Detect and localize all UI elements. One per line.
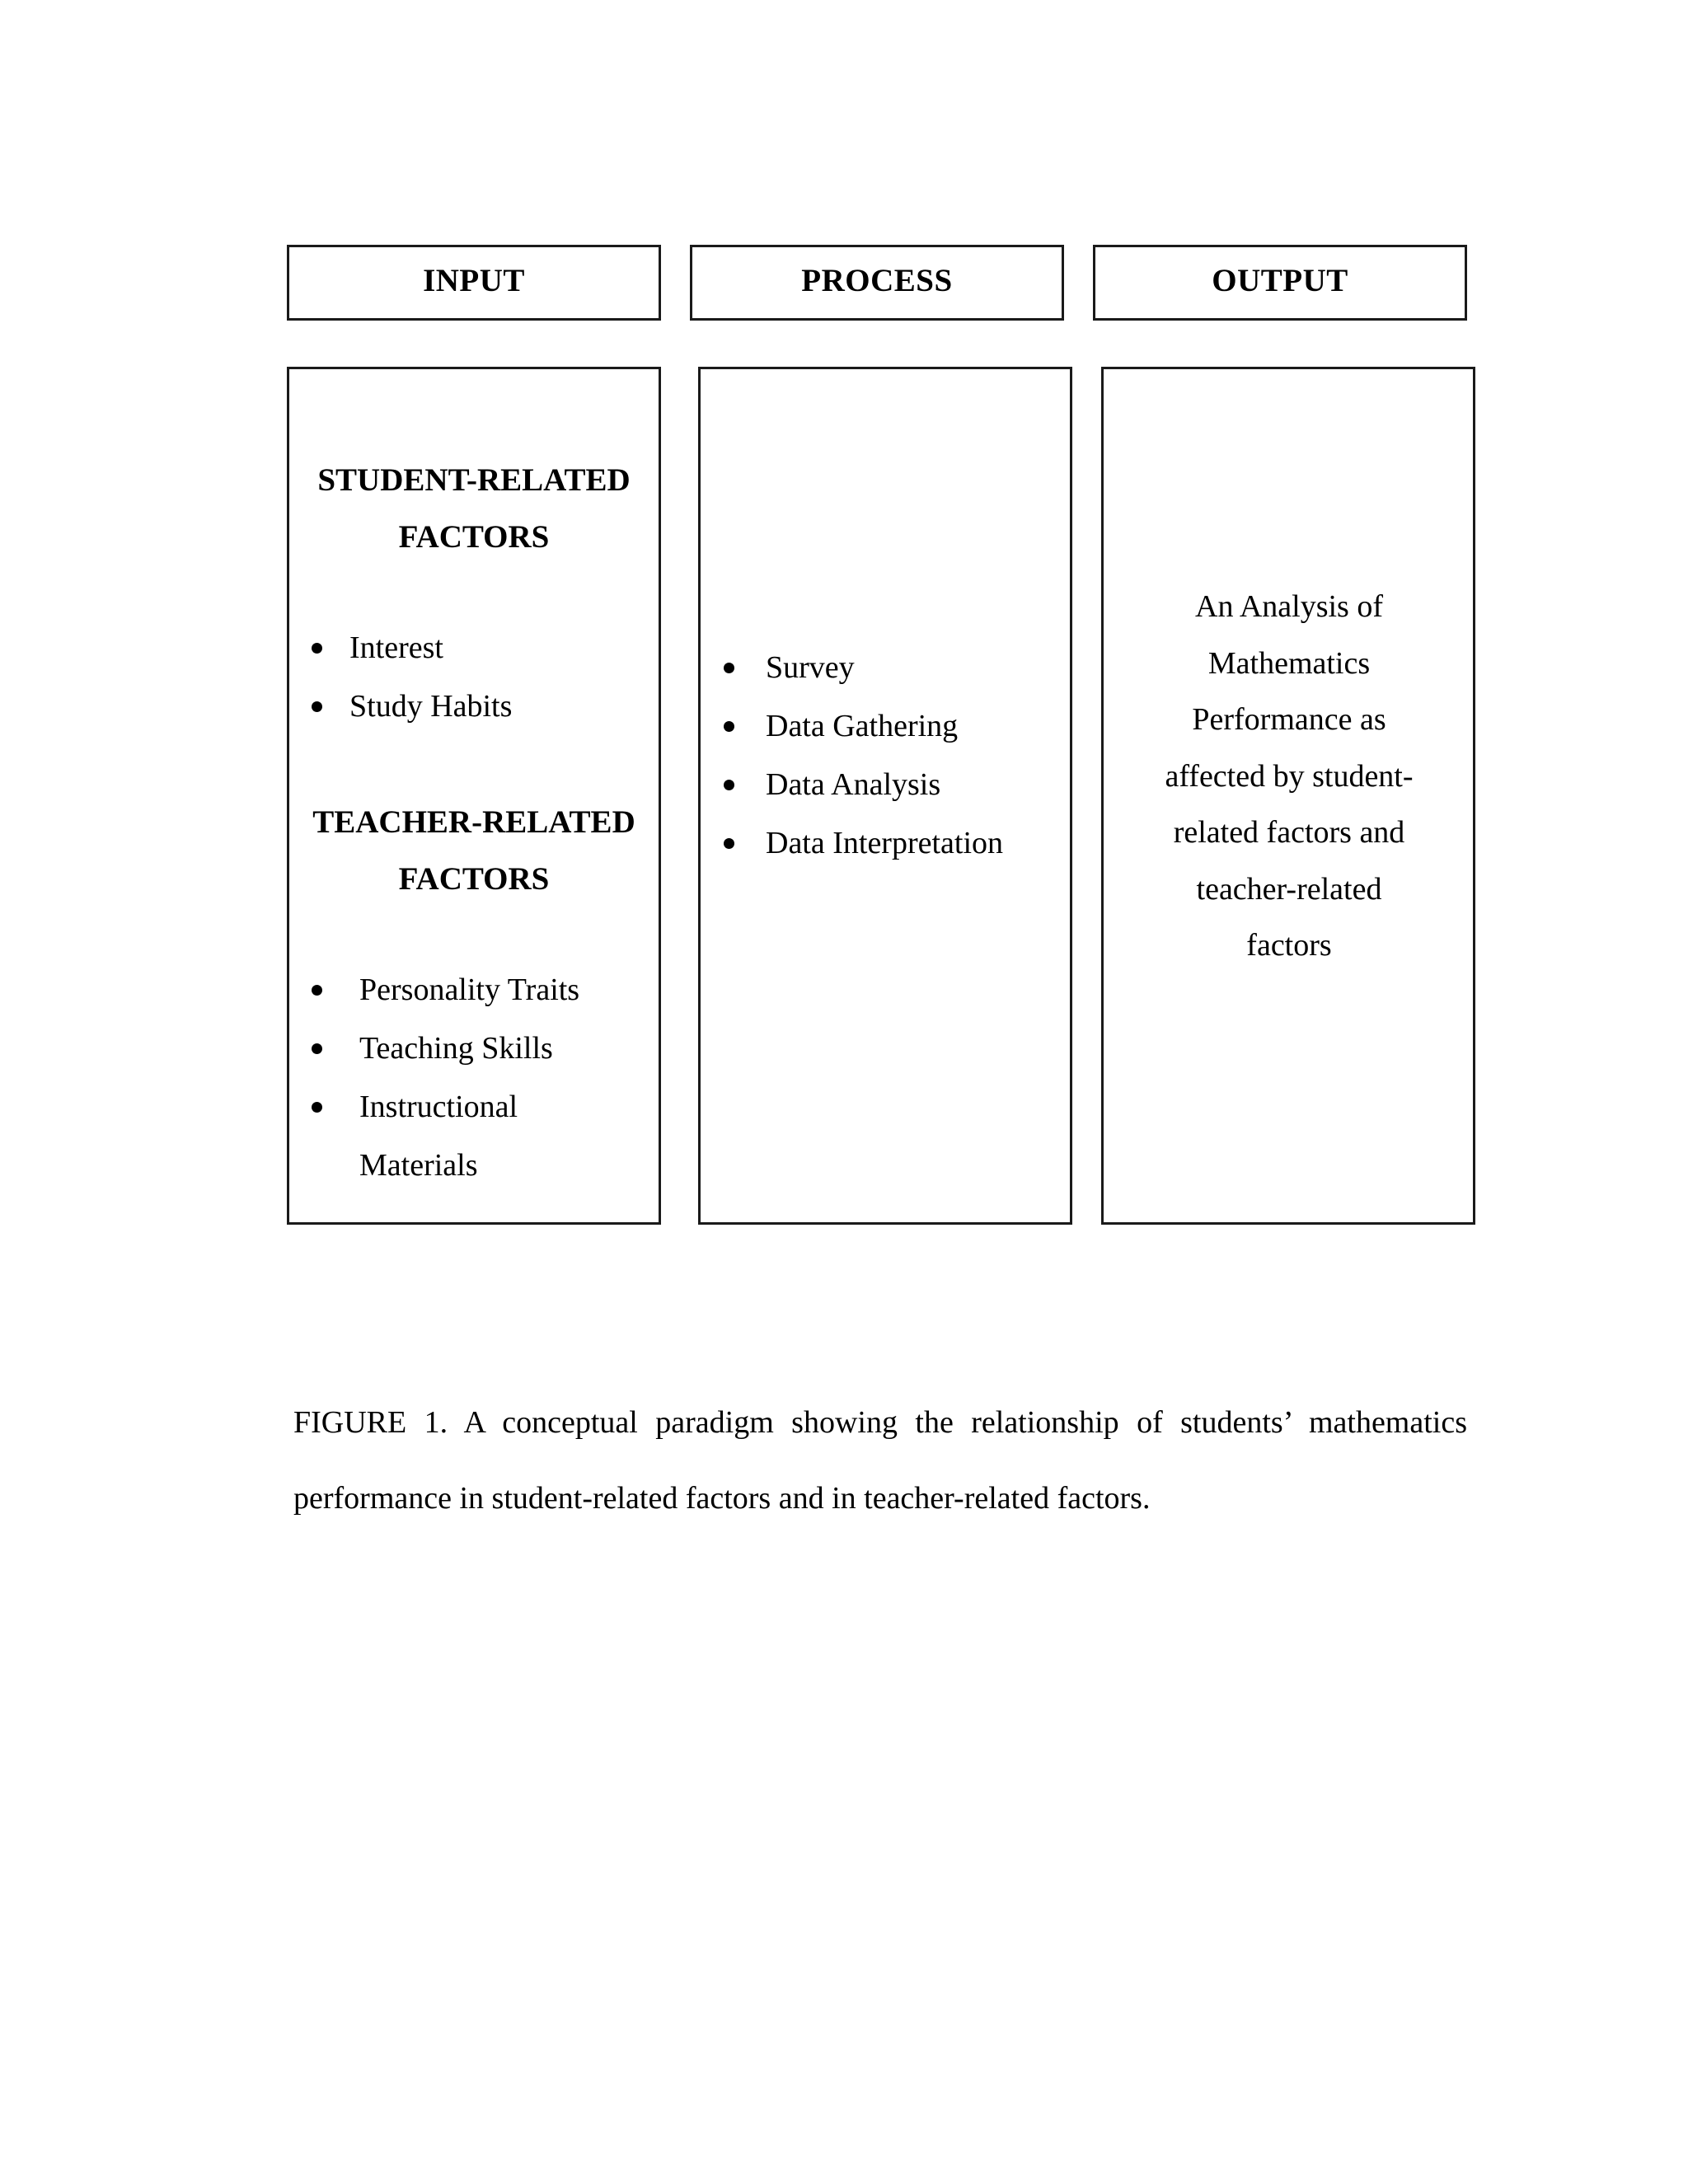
process-item-data-interpretation: Data Interpretation xyxy=(766,826,1004,860)
student-item-interest: Interest xyxy=(349,630,443,665)
student-item-study-habits: Study Habits xyxy=(349,689,513,724)
bullet-icon xyxy=(724,721,734,732)
output-line: factors xyxy=(1246,928,1332,963)
list-item xyxy=(720,639,1003,697)
bullet-icon xyxy=(312,1043,322,1054)
output-line: related factors and xyxy=(1173,815,1405,850)
teacher-item-teaching-skills: Teaching Skills xyxy=(359,1031,553,1066)
list-item xyxy=(308,1137,579,1195)
list-item xyxy=(308,1019,579,1078)
bullet-icon xyxy=(312,985,322,996)
bullet-icon xyxy=(312,1102,322,1113)
output-line: affected by student- xyxy=(1165,758,1414,794)
output-header-label: OUTPUT xyxy=(1212,262,1348,298)
output-line: An Analysis of xyxy=(1195,589,1383,624)
teacher-item-instructional: Instructional xyxy=(359,1090,518,1124)
list-item xyxy=(308,1078,579,1137)
input-header-label: INPUT xyxy=(423,262,525,298)
list-item xyxy=(720,756,1003,814)
student-title-line2: FACTORS xyxy=(398,519,550,555)
output-line: teacher-related xyxy=(1196,871,1382,907)
teacher-item-materials: Materials xyxy=(359,1148,478,1183)
list-item xyxy=(308,619,512,677)
teacher-item-personality-traits: Personality Traits xyxy=(359,972,580,1007)
process-item-data-gathering: Data Gathering xyxy=(766,709,959,743)
teacher-factors-list xyxy=(308,961,579,1195)
teacher-related-factors-title xyxy=(289,794,659,907)
bullet-icon xyxy=(724,780,734,790)
output-line: Mathematics xyxy=(1207,645,1371,681)
list-item xyxy=(308,961,579,1019)
student-related-factors-title xyxy=(289,452,659,565)
list-item xyxy=(720,814,1003,873)
bullet-icon xyxy=(724,838,734,849)
output-body-box xyxy=(1101,367,1475,1225)
teacher-title-line2: FACTORS xyxy=(398,861,550,897)
bullet-icon xyxy=(312,701,322,712)
input-body-box xyxy=(287,367,661,1225)
input-header-box xyxy=(287,245,661,321)
process-item-data-analysis: Data Analysis xyxy=(766,767,941,802)
process-body-box xyxy=(698,367,1072,1225)
process-header-label: PROCESS xyxy=(801,262,953,298)
student-factors-list xyxy=(308,619,512,736)
output-description xyxy=(1137,579,1442,974)
bullet-icon xyxy=(724,663,734,673)
output-line: Performance as xyxy=(1192,702,1386,737)
process-header-box xyxy=(690,245,1064,321)
process-steps-list xyxy=(720,639,1003,873)
figure-caption: FIGURE 1. A conceptual paradigm showing the relationship of students’ mathematics performance in student-related factors and in teacher-related factors. xyxy=(293,1405,1467,1516)
process-item-survey: Survey xyxy=(766,650,855,685)
bullet-icon xyxy=(312,643,322,654)
output-header-box xyxy=(1093,245,1467,321)
student-title-line1: STUDENT-RELATED xyxy=(317,462,631,498)
teacher-title-line1: TEACHER-RELATED xyxy=(312,804,635,840)
list-item xyxy=(720,697,1003,756)
list-item xyxy=(308,677,512,736)
